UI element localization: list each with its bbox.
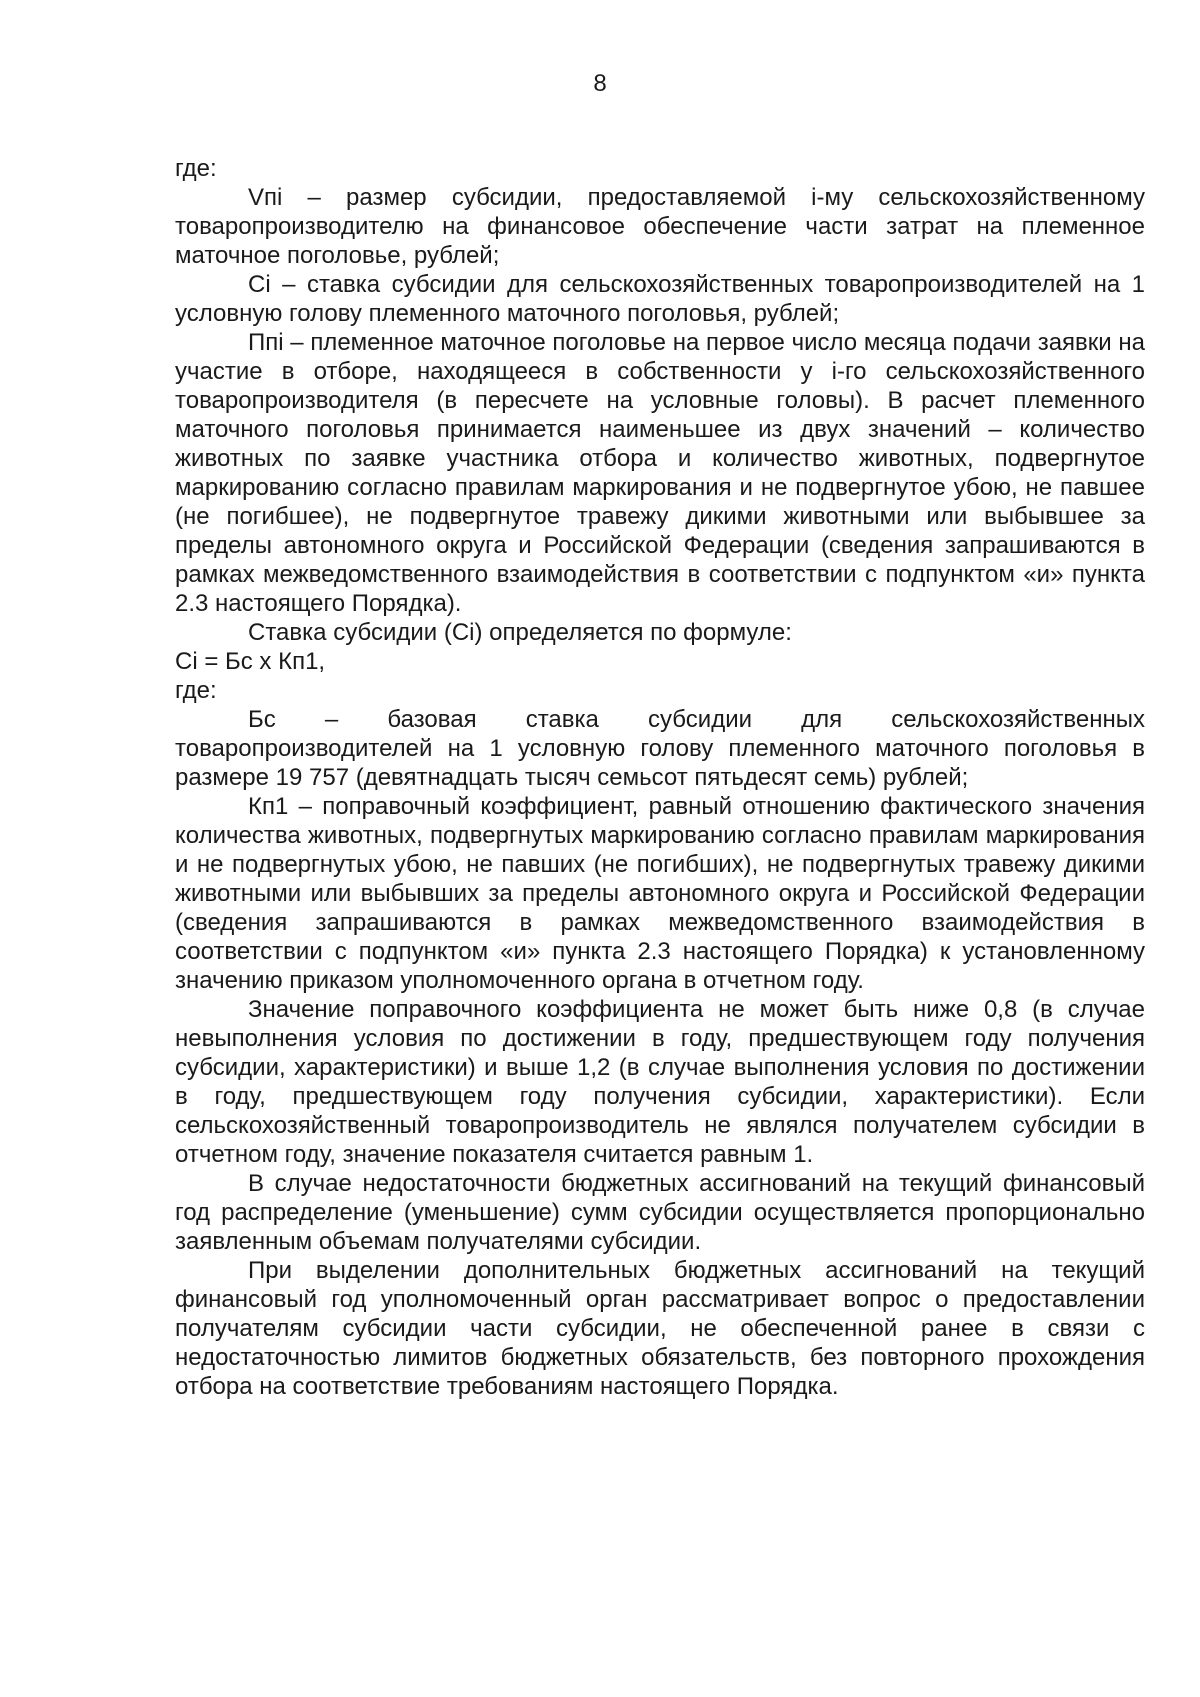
where-label-2: где: (175, 677, 217, 704)
where-label: где: (175, 155, 217, 182)
coefficient-limits-paragraph: Значение поправочного коэффициента не может быть ниже 0,8 (в случае невыполнения условия по достижении в году, предшествующем году получения субсидии, характеристики) и выше 1,2 (в случае выполнения условия по достижении в году, предшествующем году получения субсидии, характеристики). Если сельскохозяйственный товаропроизводитель не являлся получателем субсидии в отчетном году, значение показателя считается равным 1. (175, 996, 1145, 1168)
definition-ppi: Ппi – племенное маточное поголовье на первое число месяца подачи заявки на участие в отборе, находящееся в собственности у i-го сельскохозяйственного товаропроизводителя (в пересчете на условные головы). В расчет племенного маточного поголовья принимается наименьшее из двух значений – количество животных по заявке участника отбора и количество животных, подвергнутое маркированию согласно правилам маркирования и не подвергнутое убою, не павшее (не погибшее), не подвергнутое травежу дикими животными или выбывшее за пределы автономного округа и Российской Федерации (сведения запрашиваются в рамках межведомственного взаимодействия в соответствии с подпунктом «и» пункта 2.3 настоящего Порядка). (175, 329, 1145, 617)
rate-formula-intro: Ставка субсидии (Сi) определяется по формуле: (248, 619, 792, 646)
document-body (175, 154, 1145, 1401)
page-number: 8 (593, 70, 607, 97)
definition-ci: Сi – ставка субсидии для сельскохозяйственных товаропроизводителей на 1 условную голову племенного маточного поголовья, рублей; (175, 271, 1145, 327)
budget-shortage-paragraph: В случае недостаточности бюджетных ассигнований на текущий финансовый год распределение (уменьшение) сумм субсидии осуществляется пропорционально заявленным объемам получателями субсидии. (175, 1170, 1145, 1255)
additional-allocations-paragraph: При выделении дополнительных бюджетных ассигнований на текущий финансовый год уполномоченный орган рассматривает вопрос о предоставлении получателям субсидии части субсидии, не обеспеченной ранее в связи с недостаточностью лимитов бюджетных обязательств, без повторного прохождения отбора на соответствие требованиям настоящего Порядка. (175, 1257, 1145, 1400)
definition-vpi: Vпi – размер субсидии, предоставляемой i-му сельскохозяйственному товаропроизводителю на финансовое обеспечение части затрат на племенное маточное поголовье, рублей; (175, 184, 1145, 269)
definition-kp1: Кп1 – поправочный коэффициент, равный отношению фактического значения количества животных, подвергнутых маркированию согласно правилам маркирования и не подвергнутых убою, не павших (не погибших), не подвергнутых травежу дикими животными или выбывших за пределы автономного округа и Российской Федерации (сведения запрашиваются в рамках межведомственного взаимодействия в соответствии с подпунктом «и» пункта 2.3 настоящего Порядка) к установленному значению приказом уполномоченного органа в отчетном году. (175, 793, 1145, 994)
definition-bs: Бс – базовая ставка субсидии для сельскохозяйственных товаропроизводителей на 1 условную голову племенного маточного поголовья в размере 19 757 (девятнадцать тысяч семьсот пятьдесят семь) рублей; (175, 706, 1145, 791)
rate-formula: Сi = Бс х Кп1, (175, 648, 326, 675)
